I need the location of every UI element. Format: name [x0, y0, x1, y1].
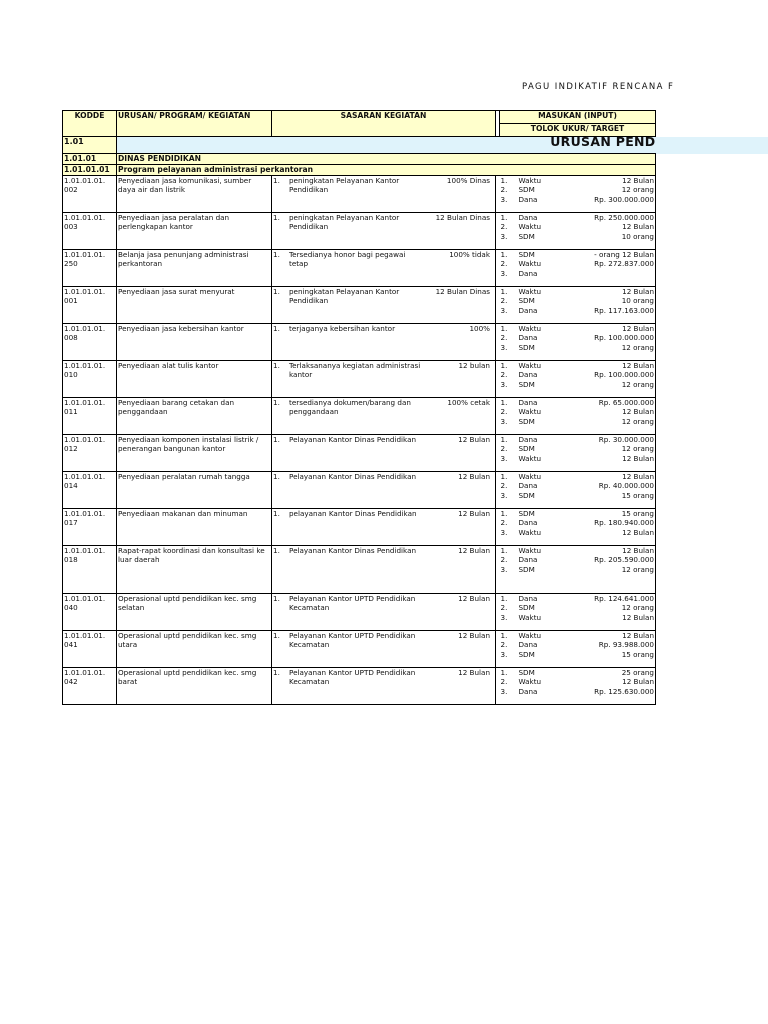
activity-code: 1.01.01.01. 008 [63, 324, 117, 361]
input-number: 3. [500, 194, 508, 204]
input-value: Rp. 40.000.000 [598, 481, 654, 491]
sasaran-target: 100% tidak [449, 250, 490, 259]
input-number: 1. [500, 250, 508, 259]
input-labels [500, 361, 568, 398]
input-value: 12 Bulan [622, 453, 654, 463]
input-number: 2. [500, 603, 508, 613]
activity-code: 1.01.01.01. 002 [63, 176, 117, 213]
sasaran-number: 1. [273, 287, 280, 296]
activity-sasaran [272, 472, 496, 509]
input-label: Waktu [518, 453, 542, 463]
activity-name: Penyediaan barang cetakan dan penggandaan [117, 398, 272, 435]
sasaran-number: 1. [273, 472, 280, 481]
header-tolok-ukur: TOLOK UKUR/ TARGET [500, 124, 656, 137]
input-value: 12 orang [621, 444, 654, 454]
input-label: Dana [518, 555, 538, 565]
activity-name: Rapat-rapat koordinasi dan konsultasi ke luar daerah [117, 546, 272, 594]
activity-row [63, 324, 768, 361]
activity-row [63, 509, 768, 546]
dinas-name: DINAS PENDIDIKAN [117, 154, 656, 165]
sasaran-text: peningkatan Pelayanan Kantor Pendidikan [289, 176, 400, 195]
input-number: 1. [500, 324, 508, 333]
activity-row [63, 176, 768, 213]
input-number: 2. [500, 444, 508, 454]
sasaran-text: Pelayanan Kantor Dinas Pendidikan [289, 546, 417, 555]
input-label: SDM [518, 379, 535, 389]
sasaran-text: tersedianya dokumen/barang dan penggandaan [289, 398, 411, 417]
sasaran-target: 12 bulan [458, 361, 490, 370]
input-value: 12 Bulan [622, 612, 654, 622]
input-value: - orang 12 Bulan [594, 250, 654, 259]
input-number: 1. [500, 594, 508, 603]
activity-name: Penyediaan jasa peralatan dan perlengkapan kantor [117, 213, 272, 250]
input-value: 10 orang [621, 231, 654, 241]
input-value: 12 Bulan [622, 222, 654, 232]
urusan-code: 1.01 [63, 137, 117, 154]
input-value: 12 Bulan [622, 631, 654, 640]
input-values [568, 250, 656, 287]
input-labels [500, 509, 568, 546]
activity-sasaran [272, 435, 496, 472]
activity-sasaran [272, 250, 496, 287]
sasaran-text: pelayanan Kantor Dinas Pendidikan [289, 509, 417, 518]
input-value: 12 Bulan [622, 407, 654, 417]
activity-name: Operasional uptd pendidikan kec. smg selatan [117, 594, 272, 631]
activity-code: 1.01.01.01. 017 [63, 509, 117, 546]
activity-code: 1.01.01.01. 041 [63, 631, 117, 668]
input-label: Dana [518, 594, 538, 603]
activity-row [63, 361, 768, 398]
input-value [569, 269, 655, 278]
input-label: Waktu [518, 527, 542, 537]
activity-name: Penyediaan peralatan rumah tangga [117, 472, 272, 509]
sasaran-target: 12 Bulan [458, 435, 490, 444]
input-number: 3. [500, 564, 508, 574]
input-number: 1. [500, 668, 508, 677]
input-value: Rp. 93.988.000 [598, 640, 654, 650]
activity-name: Belanja jasa penunjang administrasi perkantoran [117, 250, 272, 287]
activity-name: Penyediaan jasa surat menyurat [117, 287, 272, 324]
input-values [568, 324, 656, 361]
input-label: Waktu [518, 287, 542, 296]
input-label: Dana [518, 333, 538, 343]
program-code: 1.01.01.01 [63, 165, 117, 176]
sasaran-target: 12 Bulan Dinas [435, 287, 490, 296]
input-number: 2. [500, 555, 508, 565]
input-label: Waktu [518, 222, 542, 232]
input-value: 12 Bulan [622, 472, 654, 481]
input-labels [500, 213, 568, 250]
input-label: Waktu [518, 324, 542, 333]
input-number: 2. [500, 407, 508, 417]
sasaran-number: 1. [273, 594, 280, 603]
input-number: 1. [500, 472, 508, 481]
input-label: SDM [518, 231, 535, 241]
input-values [568, 509, 656, 546]
input-number: 2. [500, 185, 508, 195]
input-label: SDM [518, 490, 535, 500]
header-urusan: URUSAN/ PROGRAM/ KEGIATAN [117, 111, 272, 137]
input-labels [500, 631, 568, 668]
activity-name: Penyediaan alat tulis kantor [117, 361, 272, 398]
activity-code: 1.01.01.01. 001 [63, 287, 117, 324]
input-label: Waktu [518, 546, 542, 555]
activity-code: 1.01.01.01. 014 [63, 472, 117, 509]
sasaran-target: 12 Bulan [458, 668, 490, 677]
input-value: 12 Bulan [622, 361, 654, 370]
input-value: 12 Bulan [622, 324, 654, 333]
input-labels [500, 398, 568, 435]
input-value: Rp. 250.000.000 [594, 213, 654, 222]
input-values [568, 546, 656, 594]
pagu-table [62, 110, 768, 705]
input-value: Rp. 65.000.000 [598, 398, 654, 407]
activity-name: Operasional uptd pendidikan kec. smg utara [117, 631, 272, 668]
input-value: 12 orang [621, 603, 654, 613]
input-number: 2. [500, 222, 508, 232]
input-number: 1. [500, 509, 508, 518]
input-value: Rp. 300.000.000 [594, 194, 654, 204]
input-value: Rp. 272.837.000 [594, 259, 654, 269]
input-number: 1. [500, 435, 508, 444]
activity-row [63, 398, 768, 435]
input-number: 3. [500, 416, 508, 426]
activity-row [63, 435, 768, 472]
input-number: 3. [500, 527, 508, 537]
activity-row [63, 668, 768, 705]
input-value: 12 orang [621, 564, 654, 574]
input-value: 12 Bulan [622, 527, 654, 537]
input-number: 1. [500, 398, 508, 407]
sasaran-number: 1. [273, 631, 280, 640]
input-number: 3. [500, 231, 508, 241]
activity-code: 1.01.01.01. 250 [63, 250, 117, 287]
input-values [568, 213, 656, 250]
input-label: SDM [518, 416, 535, 426]
sasaran-target: 100% [469, 324, 490, 333]
sasaran-target: 12 Bulan [458, 472, 490, 481]
input-values [568, 435, 656, 472]
input-label: SDM [518, 603, 535, 613]
input-number: 3. [500, 686, 508, 696]
input-value: Rp. 30.000.000 [598, 435, 654, 444]
input-values [568, 398, 656, 435]
activity-name: Penyediaan makanan dan minuman [117, 509, 272, 546]
input-number: 2. [500, 518, 508, 528]
input-label: Dana [518, 268, 538, 278]
input-labels [500, 668, 568, 705]
sasaran-number: 1. [273, 668, 280, 677]
input-number: 3. [500, 305, 508, 315]
dinas-code: 1.01.01 [63, 154, 117, 165]
input-values [568, 176, 656, 213]
input-value: 25 orang [621, 668, 654, 677]
input-label: Dana [518, 194, 538, 204]
input-number: 1. [500, 176, 508, 185]
activity-sasaran [272, 361, 496, 398]
sasaran-text: Terlaksananya kegiatan administrasi kantor [289, 361, 421, 380]
input-number: 2. [500, 296, 508, 306]
input-labels [500, 324, 568, 361]
input-values [568, 668, 656, 705]
input-label: SDM [518, 564, 535, 574]
sasaran-number: 1. [273, 398, 280, 407]
activity-code: 1.01.01.01. 040 [63, 594, 117, 631]
input-values [568, 361, 656, 398]
input-number: 1. [500, 631, 508, 640]
sasaran-text: Pelayanan Kantor Dinas Pendidikan [289, 435, 417, 444]
input-number: 3. [500, 649, 508, 659]
activity-sasaran [272, 509, 496, 546]
input-value: Rp. 100.000.000 [594, 370, 654, 380]
input-value: 10 orang [621, 296, 654, 306]
input-labels [500, 435, 568, 472]
sasaran-number: 1. [273, 361, 280, 370]
input-labels [500, 176, 568, 213]
input-value: 12 Bulan [622, 677, 654, 687]
input-value: Rp. 125.630.000 [594, 686, 654, 696]
input-label: SDM [518, 185, 535, 195]
header-kode: KODDE [63, 111, 117, 137]
activity-sasaran [272, 213, 496, 250]
input-number: 2. [500, 370, 508, 380]
input-label: SDM [518, 668, 535, 677]
activity-name: Penyediaan jasa kebersihan kantor [117, 324, 272, 361]
sasaran-number: 1. [273, 176, 280, 185]
input-number: 3. [500, 490, 508, 500]
input-value: 12 Bulan [622, 546, 654, 555]
activity-sasaran [272, 324, 496, 361]
input-label: Dana [518, 398, 538, 407]
input-label: SDM [518, 296, 535, 306]
activity-sasaran [272, 287, 496, 324]
header-sasaran: SASARAN KEGIATAN [272, 111, 496, 137]
input-label: Dana [518, 481, 538, 491]
input-label: Waktu [518, 631, 542, 640]
activity-sasaran [272, 668, 496, 705]
program-name: Program pelayanan administrasi perkantoran [117, 165, 656, 176]
input-values [568, 287, 656, 324]
input-label: Dana [518, 640, 538, 650]
activity-code: 1.01.01.01. 042 [63, 668, 117, 705]
input-values [568, 631, 656, 668]
input-value: 12 orang [621, 342, 654, 352]
input-label: Dana [518, 686, 538, 696]
input-label: Dana [518, 518, 538, 528]
input-number: 2. [500, 677, 508, 687]
input-labels [500, 594, 568, 631]
urusan-title: URUSAN PEND [117, 137, 656, 154]
input-label: SDM [518, 444, 535, 454]
input-value: 15 orang [621, 509, 654, 518]
activity-row [63, 213, 768, 250]
input-number: 1. [500, 213, 508, 222]
input-number: 3. [500, 612, 508, 622]
sasaran-text: Pelayanan Kantor Dinas Pendidikan [289, 472, 417, 481]
sasaran-text: peningkatan Pelayanan Kantor Pendidikan [289, 213, 400, 232]
activity-sasaran [272, 398, 496, 435]
sasaran-text: terjaganya kebersihan kantor [289, 324, 396, 333]
input-number: 1. [500, 287, 508, 296]
activity-row [63, 472, 768, 509]
sasaran-target: 12 Bulan [458, 546, 490, 555]
sasaran-number: 1. [273, 509, 280, 518]
sasaran-text: Pelayanan Kantor UPTD Pendidikan Kecamatan [289, 668, 416, 687]
input-label: SDM [518, 342, 535, 352]
sasaran-text: Pelayanan Kantor UPTD Pendidikan Kecamatan [289, 631, 416, 650]
input-label: Dana [518, 370, 538, 380]
sasaran-number: 1. [273, 435, 280, 444]
input-value: Rp. 100.000.000 [594, 333, 654, 343]
input-value: Rp. 205.590.000 [594, 555, 654, 565]
activity-row [63, 287, 768, 324]
activity-code: 1.01.01.01. 003 [63, 213, 117, 250]
activity-row [63, 594, 768, 631]
input-value: 15 orang [621, 649, 654, 659]
sasaran-number: 1. [273, 546, 280, 555]
sasaran-number: 1. [273, 250, 280, 259]
activity-sasaran [272, 546, 496, 594]
input-value: 15 orang [621, 490, 654, 500]
sasaran-target: 100% Dinas [446, 176, 490, 185]
input-number: 3. [500, 268, 508, 278]
sasaran-target: 12 Bulan [458, 509, 490, 518]
input-value: 12 orang [621, 416, 654, 426]
sasaran-text: Pelayanan Kantor UPTD Pendidikan Kecamatan [289, 594, 416, 613]
sasaran-text: Tersedianya honor bagi pegawai tetap [289, 250, 406, 269]
input-number: 2. [500, 333, 508, 343]
input-number: 2. [500, 259, 508, 269]
activity-row [63, 250, 768, 287]
input-label: SDM [518, 509, 535, 518]
input-values [568, 472, 656, 509]
input-label: Dana [518, 305, 538, 315]
input-number: 2. [500, 640, 508, 650]
input-number: 3. [500, 453, 508, 463]
input-label: Dana [518, 213, 538, 222]
input-number: 3. [500, 342, 508, 352]
header-masukan: MASUKAN (INPUT) [500, 111, 656, 124]
activity-row [63, 546, 768, 594]
activity-code: 1.01.01.01. 018 [63, 546, 117, 594]
input-label: Waktu [518, 361, 542, 370]
input-labels [500, 287, 568, 324]
activity-name: Penyediaan jasa komunikasi, sumber daya air dan listrik [117, 176, 272, 213]
input-number: 3. [500, 379, 508, 389]
input-label: Waktu [518, 407, 542, 417]
activity-sasaran [272, 631, 496, 668]
input-label: Waktu [518, 612, 542, 622]
input-label: Waktu [518, 677, 542, 687]
input-labels [500, 546, 568, 594]
input-label: Dana [518, 435, 538, 444]
activity-code: 1.01.01.01. 012 [63, 435, 117, 472]
sasaran-number: 1. [273, 213, 280, 222]
activity-row [63, 631, 768, 668]
input-number: 2. [500, 481, 508, 491]
input-value: Rp. 180.940.000 [594, 518, 654, 528]
activity-name: Penyediaan komponen instalasi listrik / penerangan bangunan kantor [117, 435, 272, 472]
sasaran-number: 1. [273, 324, 280, 333]
activity-sasaran [272, 594, 496, 631]
activity-code: 1.01.01.01. 010 [63, 361, 117, 398]
input-value: 12 Bulan [622, 287, 654, 296]
input-value: 12 orang [621, 379, 654, 389]
input-label: Waktu [518, 259, 542, 269]
sasaran-target: 12 Bulan Dinas [435, 213, 490, 222]
input-label: Waktu [518, 176, 542, 185]
sasaran-text: peningkatan Pelayanan Kantor Pendidikan [289, 287, 400, 306]
activity-name: Operasional uptd pendidikan kec. smg barat [117, 668, 272, 705]
input-number: 1. [500, 546, 508, 555]
input-value: 12 Bulan [622, 176, 654, 185]
input-labels [500, 250, 568, 287]
activity-sasaran [272, 176, 496, 213]
input-label: SDM [518, 649, 535, 659]
input-value: Rp. 117.163.000 [594, 305, 654, 315]
activity-code: 1.01.01.01. 011 [63, 398, 117, 435]
input-number: 1. [500, 361, 508, 370]
page-title: PAGU INDIKATIF RENCANA F [522, 82, 675, 92]
input-value: Rp. 124.641.000 [594, 594, 654, 603]
input-value: 12 orang [621, 185, 654, 195]
input-label: Waktu [518, 472, 542, 481]
input-label: SDM [518, 250, 535, 259]
sasaran-target: 12 Bulan [458, 594, 490, 603]
input-labels [500, 472, 568, 509]
input-values [568, 594, 656, 631]
sasaran-target: 100% cetak [447, 398, 490, 407]
sasaran-target: 12 Bulan [458, 631, 490, 640]
